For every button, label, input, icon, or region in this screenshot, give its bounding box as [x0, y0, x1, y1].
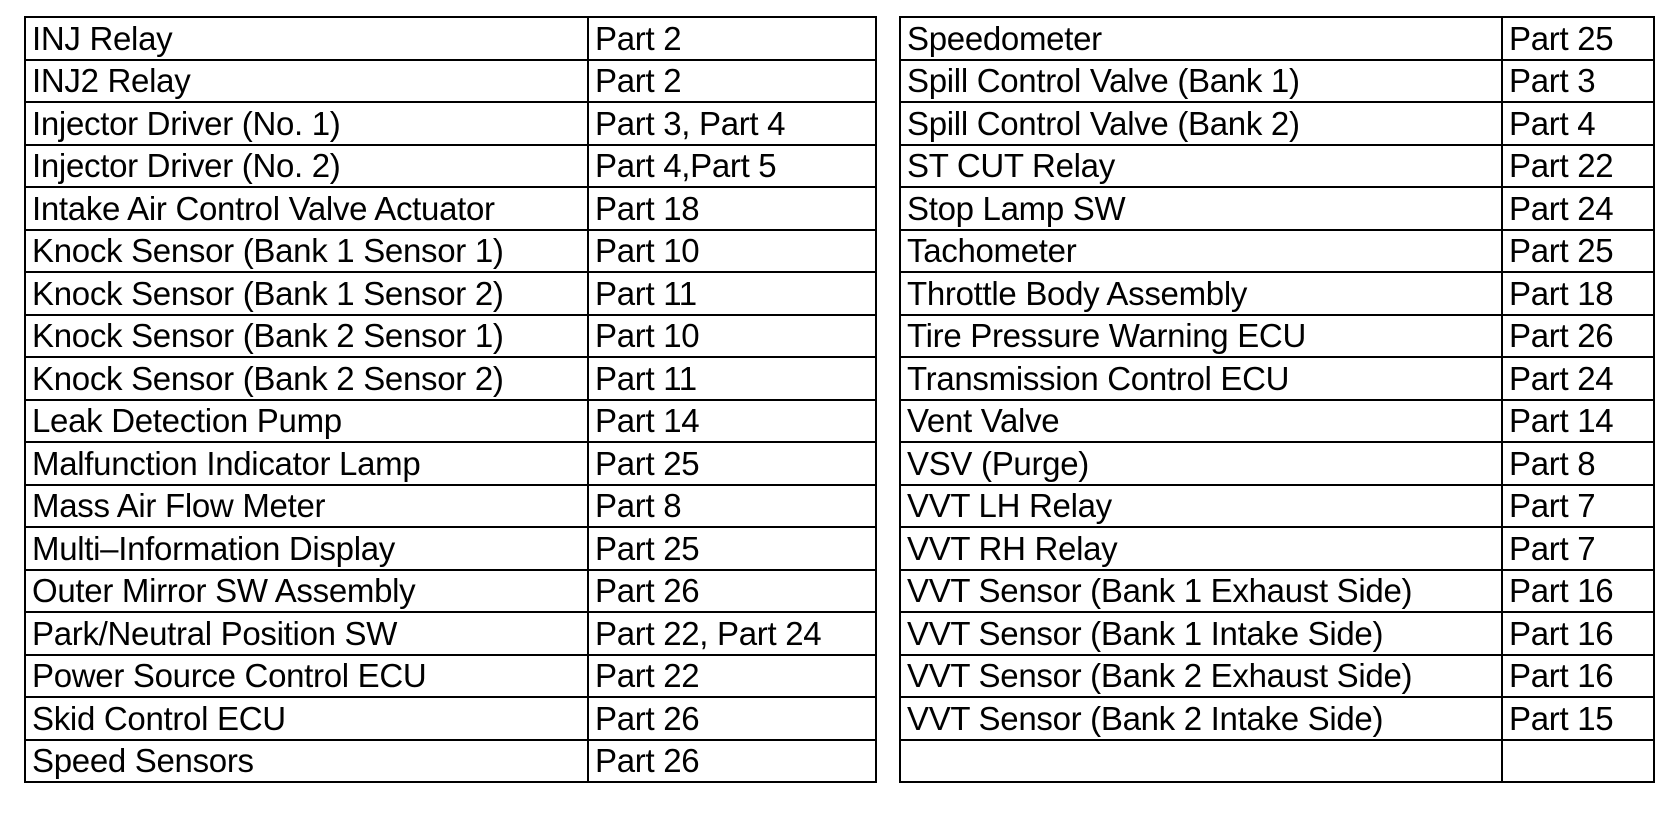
component-name: Vent Valve: [900, 400, 1502, 443]
component-name: VVT Sensor (Bank 1 Intake Side): [900, 612, 1502, 655]
component-name: VVT LH Relay: [900, 485, 1502, 528]
part-location: Part 25: [1502, 17, 1654, 60]
part-location: Part 15: [1502, 697, 1654, 740]
component-location-table-right: [899, 16, 1655, 783]
table-row: [900, 315, 1654, 358]
part-location: Part 25: [588, 442, 876, 485]
table-row: [900, 187, 1654, 230]
table-row: [900, 272, 1654, 315]
component-name: Speed Sensors: [25, 740, 588, 783]
table-row: [25, 442, 876, 485]
component-name: Park/Neutral Position SW: [25, 612, 588, 655]
table-row: [900, 527, 1654, 570]
component-name: Knock Sensor (Bank 2 Sensor 2): [25, 357, 588, 400]
component-name: VVT RH Relay: [900, 527, 1502, 570]
table-row: [900, 230, 1654, 273]
component-name: Injector Driver (No. 1): [25, 102, 588, 145]
component-name: VVT Sensor (Bank 2 Exhaust Side): [900, 655, 1502, 698]
component-name: Transmission Control ECU: [900, 357, 1502, 400]
part-location: Part 26: [588, 570, 876, 613]
part-location: Part 26: [588, 740, 876, 783]
part-location: Part 22, Part 24: [588, 612, 876, 655]
table-row: [25, 400, 876, 443]
component-name: Knock Sensor (Bank 1 Sensor 1): [25, 230, 588, 273]
table-row: [25, 357, 876, 400]
component-name: Throttle Body Assembly: [900, 272, 1502, 315]
component-name: Skid Control ECU: [25, 697, 588, 740]
part-location: Part 14: [588, 400, 876, 443]
table-row: [900, 485, 1654, 528]
table-row: [25, 17, 876, 60]
table-row: [25, 740, 876, 783]
component-name: INJ Relay: [25, 17, 588, 60]
part-location: Part 8: [1502, 442, 1654, 485]
table-row: [25, 102, 876, 145]
component-name: [900, 740, 1502, 783]
table-row: [900, 145, 1654, 188]
table-row: [900, 60, 1654, 103]
table-row: [900, 697, 1654, 740]
part-location: Part 2: [588, 17, 876, 60]
component-name: Knock Sensor (Bank 2 Sensor 1): [25, 315, 588, 358]
table-row: [25, 230, 876, 273]
component-name: ST CUT Relay: [900, 145, 1502, 188]
table-row: [25, 187, 876, 230]
component-name: Speedometer: [900, 17, 1502, 60]
part-location: Part 24: [1502, 357, 1654, 400]
table-row: [25, 612, 876, 655]
table-row: [25, 697, 876, 740]
part-location: Part 22: [1502, 145, 1654, 188]
part-location: Part 11: [588, 272, 876, 315]
table-row: [25, 485, 876, 528]
component-location-table-left: [24, 16, 877, 783]
part-location: Part 10: [588, 315, 876, 358]
component-name: Outer Mirror SW Assembly: [25, 570, 588, 613]
part-location: Part 8: [588, 485, 876, 528]
component-name: Spill Control Valve (Bank 1): [900, 60, 1502, 103]
table-row: [900, 612, 1654, 655]
part-location: Part 16: [1502, 570, 1654, 613]
part-location: Part 26: [1502, 315, 1654, 358]
component-name: Tachometer: [900, 230, 1502, 273]
table-row-empty: [900, 740, 1654, 783]
component-name: Multi–Information Display: [25, 527, 588, 570]
part-location: Part 7: [1502, 527, 1654, 570]
component-name: Intake Air Control Valve Actuator: [25, 187, 588, 230]
table-row: [25, 527, 876, 570]
component-name: Injector Driver (No. 2): [25, 145, 588, 188]
component-name: Spill Control Valve (Bank 2): [900, 102, 1502, 145]
component-name: Mass Air Flow Meter: [25, 485, 588, 528]
part-location: Part 4: [1502, 102, 1654, 145]
part-location: Part 26: [588, 697, 876, 740]
table-row: [900, 570, 1654, 613]
part-location: Part 18: [1502, 272, 1654, 315]
part-location: Part 25: [588, 527, 876, 570]
component-name: Malfunction Indicator Lamp: [25, 442, 588, 485]
table-row: [25, 145, 876, 188]
table-row: [25, 272, 876, 315]
component-name: VVT Sensor (Bank 1 Exhaust Side): [900, 570, 1502, 613]
part-location: Part 16: [1502, 612, 1654, 655]
component-name: Leak Detection Pump: [25, 400, 588, 443]
part-location: Part 14: [1502, 400, 1654, 443]
component-name: Knock Sensor (Bank 1 Sensor 2): [25, 272, 588, 315]
table-row: [900, 655, 1654, 698]
part-location: Part 3, Part 4: [588, 102, 876, 145]
table-row: [25, 315, 876, 358]
table-row: [900, 400, 1654, 443]
table-row: [900, 102, 1654, 145]
table-row: [25, 60, 876, 103]
part-location: Part 4,Part 5: [588, 145, 876, 188]
part-location: Part 18: [588, 187, 876, 230]
part-location: Part 22: [588, 655, 876, 698]
part-location: [1502, 740, 1654, 783]
component-name: VSV (Purge): [900, 442, 1502, 485]
table-body: [900, 17, 1654, 782]
table-row: [25, 655, 876, 698]
table-row: [25, 570, 876, 613]
part-location: Part 3: [1502, 60, 1654, 103]
table-body: [25, 17, 876, 782]
component-name: Power Source Control ECU: [25, 655, 588, 698]
component-name: VVT Sensor (Bank 2 Intake Side): [900, 697, 1502, 740]
table-row: [900, 442, 1654, 485]
table-row: [900, 17, 1654, 60]
part-location: Part 16: [1502, 655, 1654, 698]
part-location: Part 2: [588, 60, 876, 103]
part-location: Part 25: [1502, 230, 1654, 273]
part-location: Part 7: [1502, 485, 1654, 528]
part-location: Part 10: [588, 230, 876, 273]
component-name: Tire Pressure Warning ECU: [900, 315, 1502, 358]
component-name: INJ2 Relay: [25, 60, 588, 103]
part-location: Part 24: [1502, 187, 1654, 230]
part-location: Part 11: [588, 357, 876, 400]
table-row: [900, 357, 1654, 400]
component-name: Stop Lamp SW: [900, 187, 1502, 230]
